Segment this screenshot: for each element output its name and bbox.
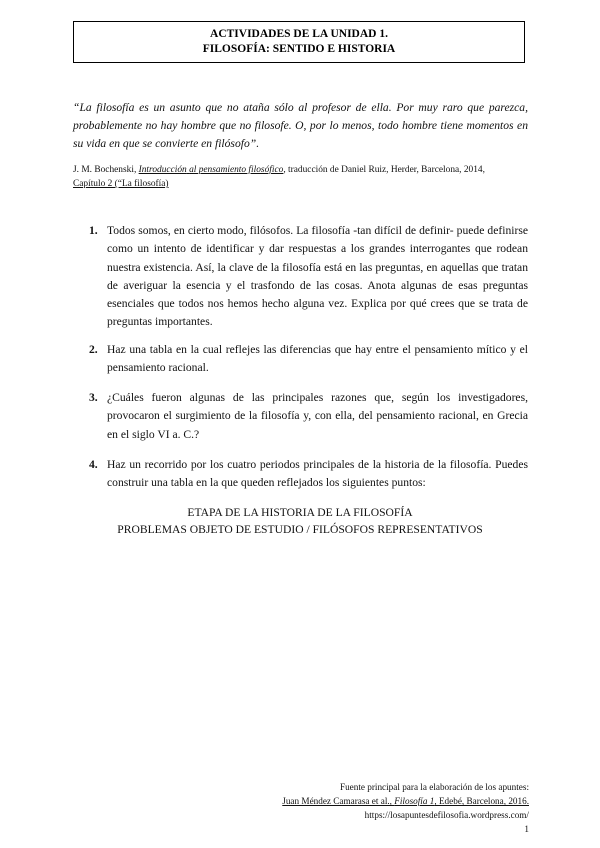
- footer-book: Filosofía 1: [394, 796, 435, 806]
- epigraph-quote: “La filosofía es un asunto que no ataña sólo al profesor de ella. Por muy raro que parezca, probablemente no hay hombre que no filosofe. O, por lo menos, todo hombre tiene momentos en su vida en que se convierte en filósofo”.: [73, 101, 528, 150]
- citation-author: J. M. Bochenski,: [73, 165, 139, 175]
- title-line-1: ACTIVIDADES DE LA UNIDAD 1.: [210, 28, 388, 40]
- table-point-2: PROBLEMAS OBJETO DE ESTUDIO / FILÓSOFOS REPRESENTATIVOS: [117, 523, 483, 536]
- activity-number: 2.: [89, 343, 98, 356]
- activity-1: [89, 222, 528, 332]
- footer-url: https://losapuntesdefilosofia.wordpress.com/: [364, 810, 529, 820]
- activity-3: [89, 389, 528, 444]
- page-number: 1: [524, 824, 529, 834]
- citation-book-part1: Introducción: [138, 165, 187, 175]
- table-point-1: ETAPA DE LA HISTORIA DE LA FILOSOFÍA: [187, 506, 413, 519]
- activity-text: ¿Cuáles fueron algunas de las principales razones que, según los investigadores, provocaron el surgimiento de la filosofía y, con ella, del pensamiento racional, en Grecia en el siglo VI a. C.?: [107, 391, 528, 441]
- citation-rest: , traducción de Daniel Ruiz, Herder, Barcelona, 2014,: [283, 165, 485, 175]
- document-title-box: [73, 21, 525, 63]
- footer-reference: [129, 794, 529, 808]
- footer-authors: Juan Méndez Camarasa et al.,: [282, 796, 395, 806]
- activity-4: [89, 456, 528, 493]
- quote-citation: [73, 163, 528, 191]
- activity-number: 1.: [89, 224, 98, 237]
- activity-text: Haz un recorrido por los cuatro periodos principales de la historia de la filosofía. Puedes construir una tabla en la que queden reflejados los siguientes puntos:: [107, 458, 528, 490]
- title-line-2: FILOSOFÍA: SENTIDO E HISTORIA: [202, 43, 396, 55]
- footer-source-label: Fuente principal para la elaboración de los apuntes:: [339, 782, 529, 792]
- citation-chapter: Capítulo 2 (“La filosofía): [73, 179, 169, 189]
- activity-number: 4.: [89, 458, 98, 471]
- citation-book-part2: al pensamiento filosófico: [189, 165, 284, 175]
- activity-number: 3.: [89, 391, 98, 404]
- activity-text: Haz una tabla en la cual reflejes las diferencias que hay entre el pensamiento mítico y el pensamiento racional.: [107, 343, 528, 375]
- footer-publisher: , Edebé, Barcelona, 2016.: [434, 796, 529, 806]
- activity-2: [89, 341, 528, 378]
- activity-text: Todos somos, en cierto modo, filósofos. La filosofía -tan difícil de definir- puede definirse como un intento de identificar y dar respuestas a los grandes interrogantes que rodean nuestra existencia. Así, la clave de la filosofía está en las preguntas, en aquellas que tratan de averiguar la esencia y el trasfondo de las cosas. Anota algunas de esas preguntas esenciales que todos nos hemos hecho alguna vez. Explica por qué crees que se trata de preguntas importantes.: [107, 224, 528, 329]
